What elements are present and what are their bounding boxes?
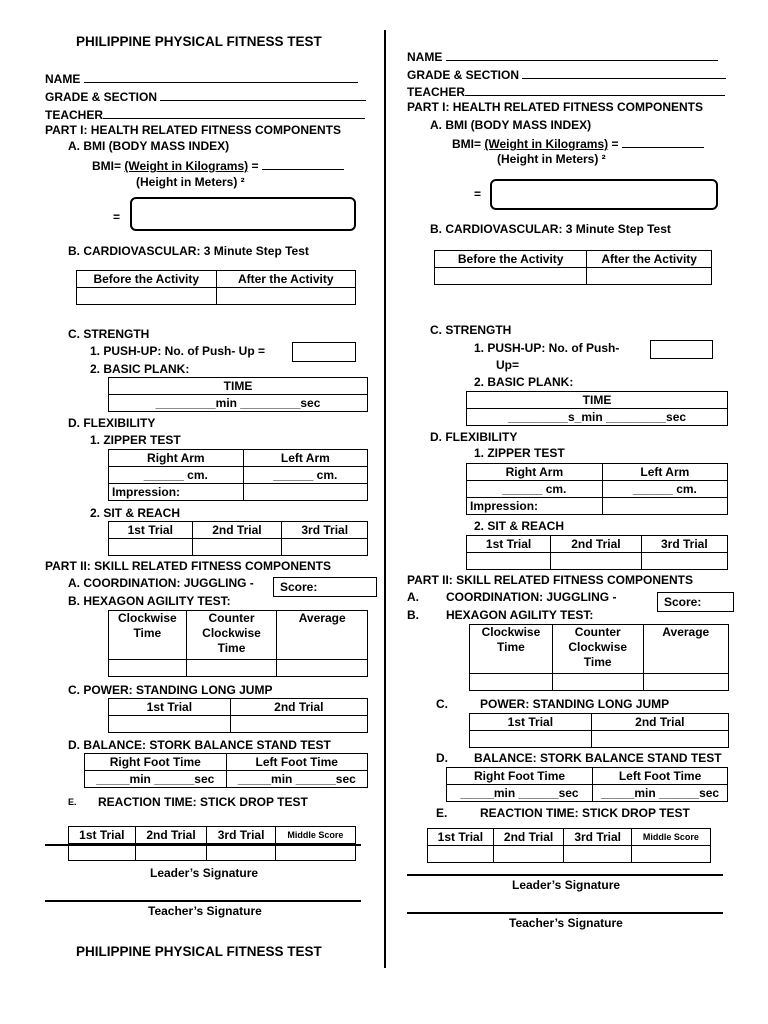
power-label: C. POWER: STANDING LONG JUMP xyxy=(68,683,273,697)
reaction-label-right: REACTION TIME: STICK DROP TEST xyxy=(480,806,690,820)
teacher-signature-label: Teacher’s Signature xyxy=(148,904,262,918)
power-trial1-cell-right[interactable] xyxy=(470,731,592,748)
plank-table-right xyxy=(466,391,728,426)
middle-score-header: Middle Score xyxy=(275,827,355,844)
left-foot-cell[interactable]: _____min ______sec xyxy=(226,771,368,788)
plank-table xyxy=(108,377,368,412)
trial1-header-right: 1st Trial xyxy=(467,536,551,553)
cardio-table-right xyxy=(434,250,712,285)
right-arm-cell[interactable]: ______ cm. xyxy=(109,467,244,484)
sit-reach-table-right xyxy=(466,535,728,570)
trial2-cell-right[interactable] xyxy=(551,553,642,570)
counter-clockwise-header-right: Counter Clockwise Time xyxy=(552,625,643,674)
reaction-trial2-cell[interactable] xyxy=(135,844,207,861)
power-trial1-header-right: 1st Trial xyxy=(470,714,592,731)
zipper-label-right: 1. ZIPPER TEST xyxy=(474,446,565,460)
bmi-result-box[interactable] xyxy=(130,197,356,231)
time-header: TIME xyxy=(109,378,368,395)
name-field-right[interactable]: NAME xyxy=(407,48,718,65)
bmi-formula: BMI= (Weight in Kilograms) = xyxy=(92,157,344,174)
hexagon-table-right xyxy=(469,624,729,691)
average-cell-right[interactable] xyxy=(643,674,728,691)
reaction-trial2-header: 2nd Trial xyxy=(135,827,207,844)
cardio-table xyxy=(76,270,356,305)
reaction-trial1-header-right: 1st Trial xyxy=(428,829,494,846)
reaction-letter-right: E. xyxy=(436,806,448,820)
clockwise-cell-right[interactable] xyxy=(470,674,553,691)
coordination-label: A. COORDINATION: JUGGLING - xyxy=(68,576,254,590)
reaction-trial3-cell-right[interactable] xyxy=(564,846,631,863)
counter-clockwise-cell-right[interactable] xyxy=(552,674,643,691)
juggling-score-box-right[interactable]: Score: xyxy=(657,592,734,612)
balance-letter-right: D. xyxy=(436,751,448,765)
middle-score-cell-right[interactable] xyxy=(631,846,710,863)
average-cell[interactable] xyxy=(277,660,368,677)
zipper-table xyxy=(108,449,368,501)
coordination-label-right: COORDINATION: JUGGLING - xyxy=(446,590,617,604)
middle-score-cell[interactable] xyxy=(275,844,355,861)
reaction-trial3-header-right: 3rd Trial xyxy=(564,829,631,846)
form-title-bottom: PHILIPPINE PHYSICAL FITNESS TEST xyxy=(76,944,322,959)
coord-letter-right: A. xyxy=(407,590,419,604)
balance-label-right: BALANCE: STORK BALANCE STAND TEST xyxy=(474,751,722,765)
hexagon-label-right: HEXAGON AGILITY TEST: xyxy=(446,608,594,622)
leader-signature-line xyxy=(45,844,361,846)
bmi-result-box-right[interactable] xyxy=(490,179,718,210)
after-activity-header-right: After the Activity xyxy=(587,251,712,268)
trial1-cell-right[interactable] xyxy=(467,553,551,570)
trial2-header: 2nd Trial xyxy=(192,522,282,539)
trial3-cell-right[interactable] xyxy=(641,553,727,570)
before-activity-header-right: Before the Activity xyxy=(435,251,587,268)
counter-clockwise-header: Counter Clockwise Time xyxy=(186,611,277,660)
pushup-label: 1. PUSH-UP: No. of Push- Up = xyxy=(90,344,266,358)
before-activity-header: Before the Activity xyxy=(77,271,217,288)
sit-reach-label: 2. SIT & REACH xyxy=(90,506,181,520)
trial1-header: 1st Trial xyxy=(109,522,193,539)
average-header-right: Average xyxy=(643,625,728,674)
after-activity-cell-right[interactable] xyxy=(587,268,712,285)
bmi-denominator-right: (Height in Meters) ² xyxy=(497,152,606,166)
trial3-header: 3rd Trial xyxy=(282,522,368,539)
cardio-label: B. CARDIOVASCULAR: 3 Minute Step Test xyxy=(68,244,309,258)
zipper-table-right xyxy=(466,463,728,515)
reaction-trial2-header-right: 2nd Trial xyxy=(493,829,564,846)
right-arm-header: Right Arm xyxy=(109,450,244,467)
before-activity-cell-right[interactable] xyxy=(435,268,587,285)
time-header-right: TIME xyxy=(467,392,728,409)
form-title: PHILIPPINE PHYSICAL FITNESS TEST xyxy=(76,34,322,49)
part2-heading-right: PART II: SKILL RELATED FITNESS COMPONENTS xyxy=(407,573,694,587)
juggling-score-box[interactable]: Score: xyxy=(273,577,377,597)
left-arm-cell-right[interactable]: ______ cm. xyxy=(602,481,727,498)
power-letter-right: C. xyxy=(436,697,448,711)
strength-label-right: C. STRENGTH xyxy=(430,323,512,337)
power-table xyxy=(108,698,368,733)
sit-reach-label-right: 2. SIT & REACH xyxy=(474,519,565,533)
right-foot-cell-right[interactable]: _____min ______sec xyxy=(447,785,593,802)
hexagon-label: B. HEXAGON AGILITY TEST: xyxy=(68,594,231,608)
leader-signature-line-right xyxy=(407,874,723,876)
impression-cell[interactable] xyxy=(243,484,367,501)
reaction-trial2-cell-right[interactable] xyxy=(493,846,564,863)
grade-field[interactable]: GRADE & SECTION xyxy=(45,88,366,105)
reaction-trial3-header: 3rd Trial xyxy=(207,827,275,844)
reaction-trial1-cell-right[interactable] xyxy=(428,846,494,863)
left-foot-header: Left Foot Time xyxy=(226,754,368,771)
before-activity-cell[interactable] xyxy=(77,288,217,305)
reaction-table-right xyxy=(427,828,711,863)
counter-clockwise-cell[interactable] xyxy=(186,660,277,677)
power-trial2-header-right: 2nd Trial xyxy=(591,714,728,731)
bmi-formula-right: BMI= (Weight in Kilograms) = xyxy=(452,135,704,152)
pushup-input[interactable] xyxy=(292,342,356,362)
hex-letter-right: B. xyxy=(407,608,419,622)
left-arm-cell[interactable]: ______ cm. xyxy=(243,467,367,484)
part2-heading: PART II: SKILL RELATED FITNESS COMPONENTS xyxy=(45,559,332,573)
leader-signature-label-right: Leader’s Signature xyxy=(512,878,621,892)
teacher-field[interactable]: TEACHER xyxy=(45,106,365,123)
impression-label-right: Impression: xyxy=(467,498,603,515)
pushup-label-right: 1. PUSH-UP: No. of Push- xyxy=(474,341,620,355)
right-foot-header: Right Foot Time xyxy=(85,754,227,771)
impression-label: Impression: xyxy=(109,484,244,501)
reaction-trial1-cell[interactable] xyxy=(69,844,136,861)
reaction-label: REACTION TIME: STICK DROP TEST xyxy=(98,795,308,809)
trial1-cell[interactable] xyxy=(109,539,193,556)
part1-heading-right: PART I: HEALTH RELATED FITNESS COMPONENTS xyxy=(407,100,703,114)
teacher-signature-line xyxy=(45,900,361,902)
part1-heading: PART I: HEALTH RELATED FITNESS COMPONENTS xyxy=(45,123,341,137)
flexibility-label: D. FLEXIBILITY xyxy=(68,416,156,430)
power-trial1-cell[interactable] xyxy=(109,716,231,733)
power-trial1-header: 1st Trial xyxy=(109,699,231,716)
right-foot-cell[interactable]: _____min ______sec xyxy=(85,771,227,788)
balance-table xyxy=(84,753,368,788)
right-foot-header-right: Right Foot Time xyxy=(447,768,593,785)
after-activity-header: After the Activity xyxy=(216,271,356,288)
middle-score-header-right: Middle Score xyxy=(631,829,710,846)
reaction-trial1-header: 1st Trial xyxy=(69,827,136,844)
plank-label: 2. BASIC PLANK: xyxy=(90,362,190,376)
trial2-cell[interactable] xyxy=(192,539,282,556)
balance-table-right xyxy=(446,767,728,802)
plank-time-cell[interactable]: _________min _________sec xyxy=(109,395,368,412)
teacher-signature-label-right: Teacher’s Signature xyxy=(509,916,623,930)
balance-label: D. BALANCE: STORK BALANCE STAND TEST xyxy=(68,738,331,752)
left-foot-cell-right[interactable]: _____min ______sec xyxy=(593,785,728,802)
average-header: Average xyxy=(277,611,368,660)
reaction-trial3-cell[interactable] xyxy=(207,844,275,861)
trial3-header-right: 3rd Trial xyxy=(641,536,727,553)
pushup-label-right-cont: Up= xyxy=(496,358,520,372)
trial2-header-right: 2nd Trial xyxy=(551,536,642,553)
teacher-field-right[interactable]: TEACHER xyxy=(407,83,725,100)
teacher-signature-line-right xyxy=(407,912,723,914)
power-trial2-header: 2nd Trial xyxy=(230,699,367,716)
sit-reach-table xyxy=(108,521,368,556)
power-trial2-cell-right[interactable] xyxy=(591,731,728,748)
hexagon-table xyxy=(108,610,368,677)
zipper-label: 1. ZIPPER TEST xyxy=(90,433,181,447)
bmi-label-right: A. BMI (BODY MASS INDEX) xyxy=(430,118,592,132)
trial3-cell[interactable] xyxy=(282,539,368,556)
plank-time-cell-right[interactable]: _________s_min _________sec xyxy=(467,409,728,426)
reaction-letter: E. xyxy=(68,797,77,807)
after-activity-cell[interactable] xyxy=(216,288,356,305)
impression-cell-right[interactable] xyxy=(602,498,727,515)
right-arm-cell-right[interactable]: ______ cm. xyxy=(467,481,603,498)
clockwise-header-right: Clockwise Time xyxy=(470,625,553,674)
leader-signature-label: Leader’s Signature xyxy=(150,866,259,880)
power-label-right: POWER: STANDING LONG JUMP xyxy=(480,697,670,711)
pushup-input-right[interactable] xyxy=(650,340,713,359)
bmi-equals: = xyxy=(113,210,121,224)
right-arm-header-right: Right Arm xyxy=(467,464,603,481)
left-foot-header-right: Left Foot Time xyxy=(593,768,728,785)
bmi-label: A. BMI (BODY MASS INDEX) xyxy=(68,139,230,153)
power-table-right xyxy=(469,713,729,748)
power-trial2-cell[interactable] xyxy=(230,716,367,733)
bmi-equals-right: = xyxy=(474,187,482,201)
plank-label-right: 2. BASIC PLANK: xyxy=(474,375,574,389)
name-field[interactable]: NAME xyxy=(45,70,358,87)
strength-label: C. STRENGTH xyxy=(68,327,150,341)
clockwise-cell[interactable] xyxy=(109,660,187,677)
flexibility-label-right: D. FLEXIBILITY xyxy=(430,430,518,444)
left-arm-header-right: Left Arm xyxy=(602,464,727,481)
column-divider xyxy=(384,30,386,968)
grade-field-right[interactable]: GRADE & SECTION xyxy=(407,66,726,83)
clockwise-header: Clockwise Time xyxy=(109,611,187,660)
bmi-denominator: (Height in Meters) ² xyxy=(136,175,245,189)
left-arm-header: Left Arm xyxy=(243,450,367,467)
cardio-label-right: B. CARDIOVASCULAR: 3 Minute Step Test xyxy=(430,222,671,236)
